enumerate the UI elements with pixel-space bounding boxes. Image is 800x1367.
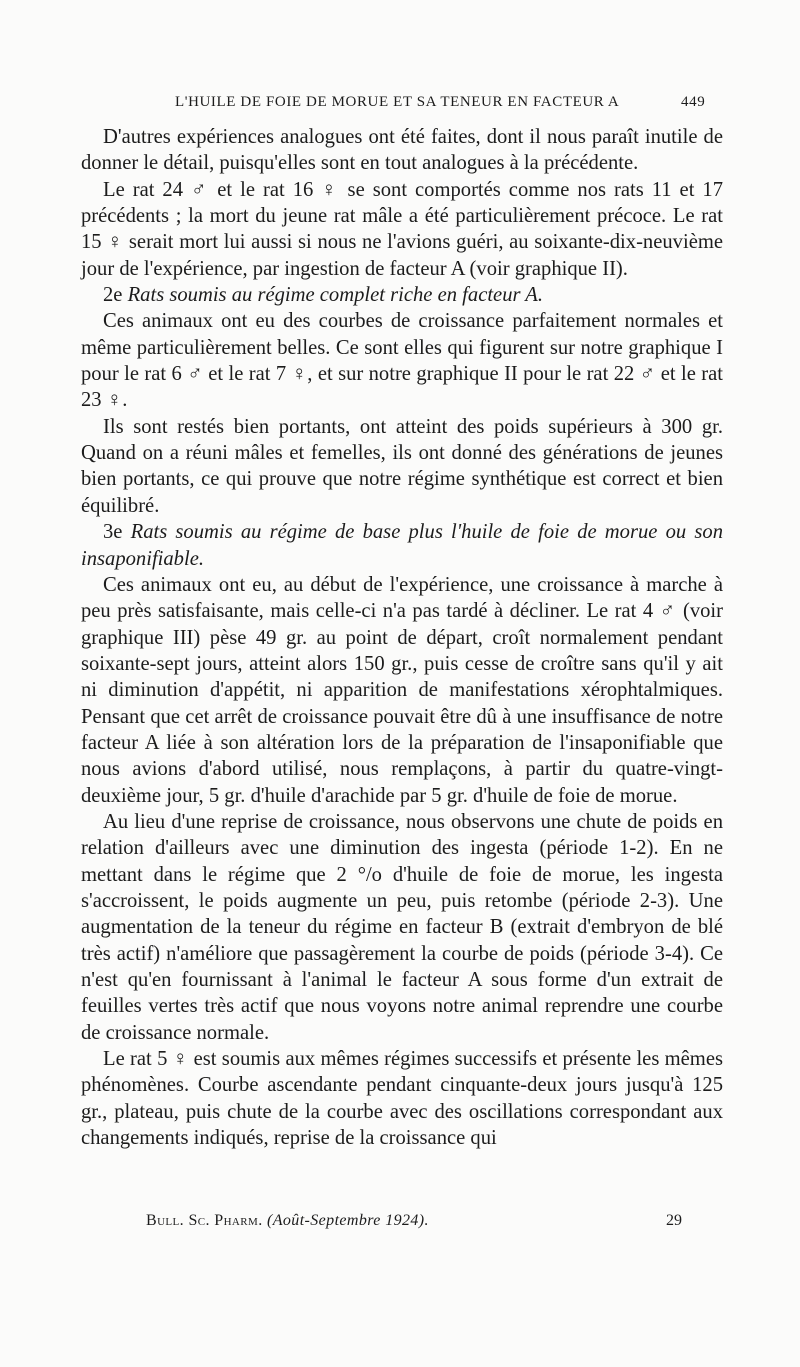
journal-name: Bull. Sc. Pharm. <box>146 1212 263 1229</box>
page-number: 449 <box>681 94 706 110</box>
section-number: 2e <box>103 284 123 307</box>
section-title: Rats soumis au régime de base plus l'huile de foie de morue ou son insaponifiable. <box>81 521 723 570</box>
paragraph: Ces animaux ont eu des courbes de croissance parfaitement normales et même particulièrement belles. Ce sont elles qui figurent sur notre graphique I pour le rat 6 ♂ et le rat 7 ♀, et sur notre graphique II pour le rat 22 ♂ et le rat 23 ♀. <box>81 310 723 412</box>
page-footer <box>0 1212 800 1236</box>
section-heading <box>81 282 723 308</box>
paragraph: Le rat 5 ♀ est soumis aux mêmes régimes successifs et présente les mêmes phénomènes. Courbe ascendante pendant cinquante-deux jours jusqu'à 125 gr., plateau, puis chute de la courbe avec des oscillations correspondant aux changements indiqués, reprise de la croissance qui <box>81 1048 723 1150</box>
running-header <box>0 94 800 118</box>
paragraph: D'autres expériences analogues ont été faites, dont il nous paraît inutile de donner le détail, puisqu'elles sont en tout analogues à la précédente. <box>81 126 723 175</box>
running-title: L'HUILE DE FOIE DE MORUE ET SA TENEUR EN FACTEUR A <box>175 94 620 110</box>
signature-mark: 29 <box>666 1212 682 1229</box>
paragraph: Le rat 24 ♂ et le rat 16 ♀ se sont comportés comme nos rats 11 et 17 précédents ; la mort du jeune rat mâle a été particulièrement précoce. Le rat 15 ♀ serait mort lui aussi si nous ne l'avions guéri, au soixante-dix-neuvième jour de l'expérience, par ingestion de facteur A (voir graphique II). <box>81 178 723 280</box>
journal-issue: (Août-Septembre 1924). <box>267 1212 429 1229</box>
paragraph: Ces animaux ont eu, au début de l'expérience, une croissance à marche à peu près satisfaisante, mais celle-ci n'a pas tardé à décliner. Le rat 4 ♂ (voir graphique III) pèse 49 gr. au point de départ, croît normalement pendant soixante-sept jours, atteint alors 150 gr., puis cesse de croître sans qu'il y ait ni diminution d'appétit, ni apparition de manifestations xérophtalmiques. Pensant que cet arrêt de croissance pouvait être dû à une insuffisance de notre facteur A liée à son altération lors de la préparation de l'insaponifiable que nous avions d'abord utilisé, nous remplaçons, à partir du quatre-vingt-deuxième jour, 5 gr. d'huile d'arachide par 5 gr. d'huile de foie de morue. <box>81 573 723 807</box>
paragraph: Au lieu d'une reprise de croissance, nous observons une chute de poids en relation d'ailleurs avec une diminution des ingesta (période 1-2). En ne mettant dans le régime que 2 °/o d'huile de foie de morue, les ingesta s'accroissent, le poids augmente un peu, puis retombe (période 2-3). Une augmentation de la teneur du régime en facteur B (extrait d'embryon de blé très actif) n'améliore que passagèrement la courbe de poids (période 3-4). Ce n'est qu'en fournissant à l'animal le facteur A sous forme d'un extrait de feuilles vertes très actif que nous voyons notre animal reprendre une courbe de croissance normale. <box>81 810 723 1044</box>
section-number: 3e <box>103 521 123 544</box>
section-heading <box>81 519 723 572</box>
section-title: Rats soumis au régime complet riche en facteur A. <box>127 284 544 307</box>
journal-citation <box>146 1212 429 1230</box>
paragraph: Ils sont restés bien portants, ont atteint des poids supérieurs à 300 gr. Quand on a réuni mâles et femelles, ils ont donné des générations de jeunes bien portants, ce qui prouve que notre régime synthétique est correct et bien équilibré. <box>81 415 723 517</box>
body-text <box>81 124 723 1151</box>
